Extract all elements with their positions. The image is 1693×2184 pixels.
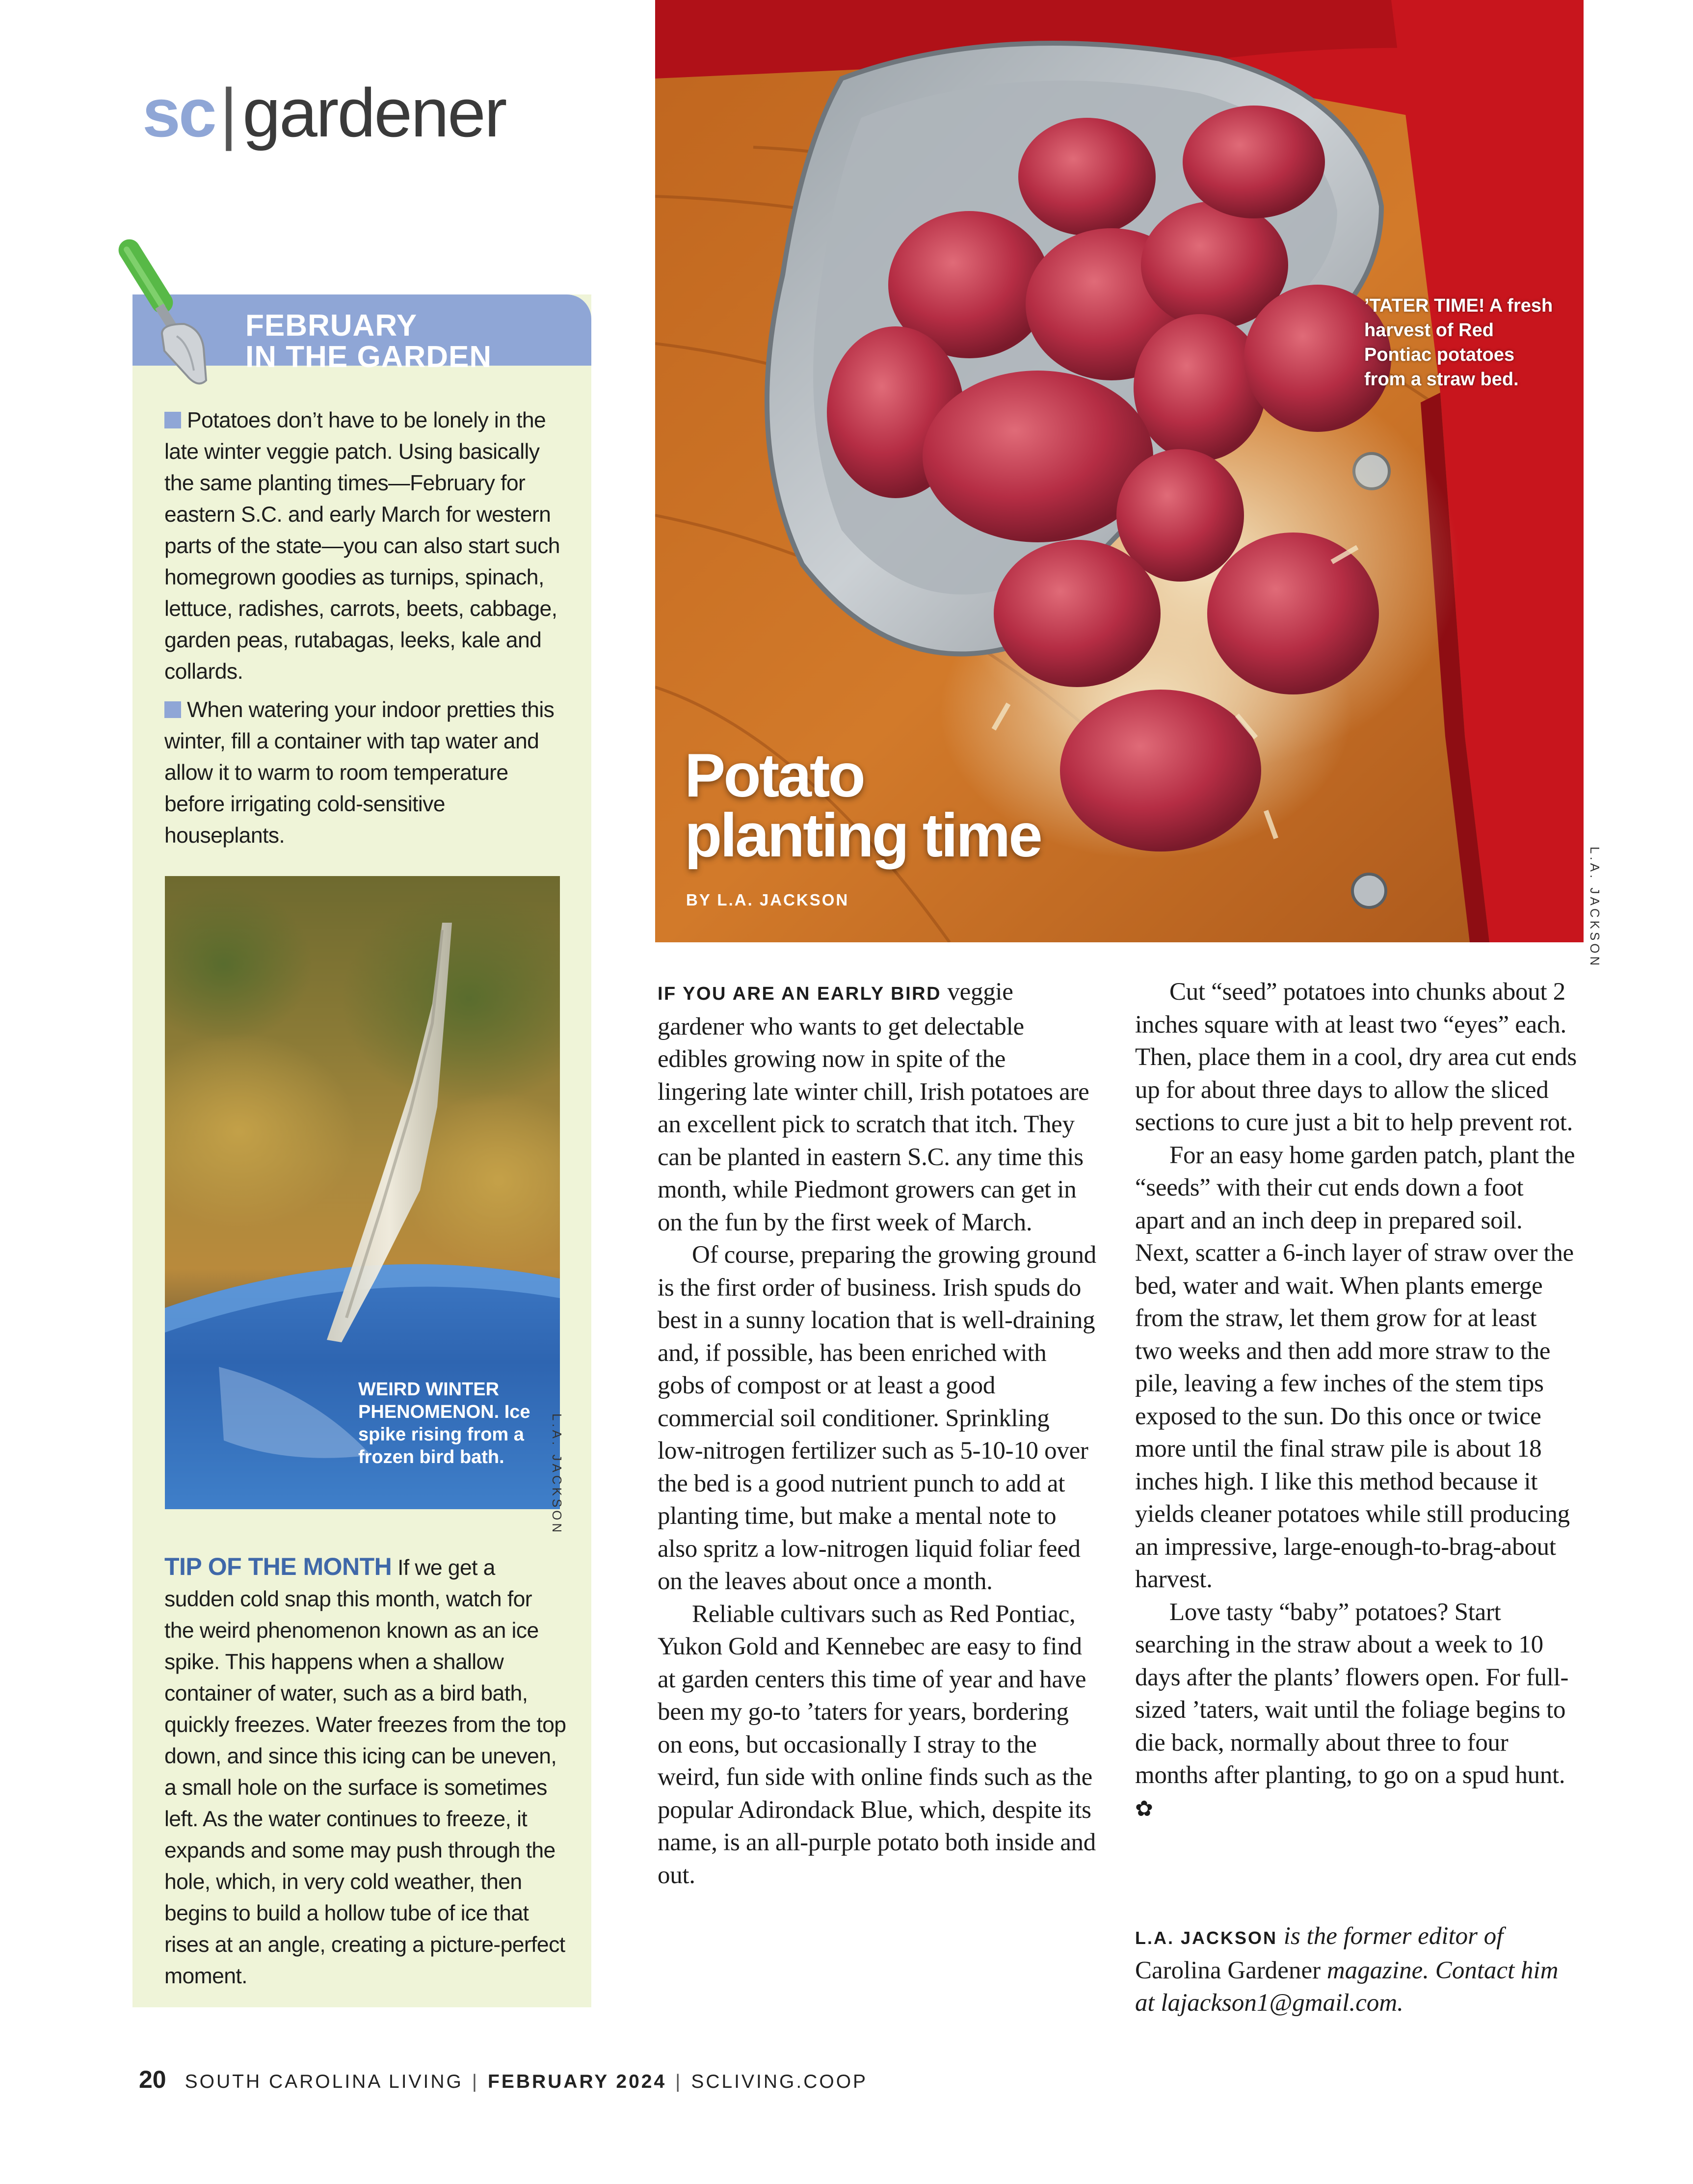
square-bullet-icon [164,412,181,428]
section-logo [142,74,506,151]
article-paragraph [1135,1596,1577,1826]
article-paragraph: Reliable cultivars such as Red Pontiac, Yukon Gold and Kennebec are easy to find at garden centers this time of year and have been my go-to ’taters for years, bordering on eons, but occasionally I stray to the weird, fun side with online finds such as the popular Adirondack Blue, which, despite its name, is an all-purple potato both inside and out. [658,1600,1096,1889]
article-title [685,742,1126,870]
trowel-icon [115,231,243,407]
hero-photo-credit: L.A. JACKSON [1587,847,1602,969]
square-bullet-icon [164,701,181,718]
bio-text: is the former editor of [1277,1922,1504,1950]
footer-separator: | [472,2071,479,2092]
article-text: Love tasty “baby” potatoes? Start searching in the straw about a week to 10 days after the plants’ flowers open. For full-sized ’taters, wait until the foliage begins to die back, normally about three to four months after planting, to go on a spud hunt. [1135,1598,1569,1789]
article-paragraph: For an easy home garden patch, plant the “seeds” with their cut ends down a foot apart and an inch deep in prepared soil. Next, scatter a 6-inch layer of straw over the bed, water and wait. When plants emerge from the straw, let them grow for at least two weeks and then add more straw to the pile, leaving a few inches of the stem tips exposed to the sun. Do this once or twice more until the final straw pile is about 18 inches high. I like this method because it yields cleaner potatoes while still producing an impressive, large-enough-to-brag-about harvest. [1135,1141,1575,1593]
tip-text: When watering your indoor pretties this winter, fill a container with tap water and allow it to warm to room temperature before irrigating cold-sensitive houseplants. [164,698,555,848]
issue-date: FEBRUARY 2024 [488,2071,667,2092]
website-link[interactable]: SCLIVING.COOP [691,2071,868,2092]
tip-of-month-text: If we get a sudden cold snap this month, watch for the weird phenomenon known as an ice spike. This happens when a shallow container of water, such as a bird bath, quickly freezes. Water freezes from the top down, and since this icing can be uneven, a small hole on the surface is sometimes left. As the water continues to freeze, it expands and some may push through the hole, which, in very cold weather, then begins to build a hollow tube of ice that rises at an angle, creating a picture-perfect moment. [164,1556,566,1988]
tip-of-month-label: TIP OF THE MONTH [164,1553,392,1580]
bio-magazine: Carolina Gardener [1135,1957,1321,1984]
photo-credit: L.A. JACKSON [550,1413,564,1536]
footer-separator: | [675,2071,683,2092]
byline: BY L.A. JACKSON [686,891,849,909]
sidebar-title [245,310,579,373]
article-text: veggie gardener who wants to get delectable edibles growing now in spite of the lingering late winter chill, Irish potatoes are an excellent pick to scratch that itch. They can be planted in eastern S.C. any time this month, while Piedmont growers can get in on the fun by the first week of March. [658,978,1089,1236]
photo-caption: WEIRD WINTER PHENOMENON. Ice spike rising from a frozen bird bath. [358,1379,530,1467]
article-lead-in: IF YOU ARE AN EARLY BIRD [658,984,942,1004]
tip-of-the-month [164,1551,567,1992]
article-column-left [658,976,1099,1891]
author-bio [1135,1920,1577,2019]
article-title-line1: Potato [685,742,864,810]
sidebar-title-line1: FEBRUARY [245,309,418,343]
section-prefix: sc [142,74,215,151]
article-title-line2: planting time [685,801,1041,870]
bio-name: L.A. JACKSON [1135,1928,1278,1948]
publication-name: SOUTH CAROLINA LIVING [185,2071,463,2092]
bio-text: magazine. Contact him at lajackson1@gmail.com. [1135,1957,1559,2017]
section-name: gardener [242,74,506,151]
article-column-right [1135,976,1577,1825]
sidebar-title-line2: IN THE GARDEN [245,340,492,374]
hero-photo-caption: ’TATER TIME! A fresh harvest of Red Pontiac potatoes from a straw bed. [1364,295,1553,390]
page-footer [139,2065,868,2094]
logo-divider: | [219,74,238,151]
tip-item [164,405,567,688]
article-paragraph: Of course, preparing the growing ground is the first order of business. Irish spuds do best in a sunny location that is well-draining and, if possible, has been enriched with gobs of compost or at least a good commercial soil conditioner. Sprinkling low-nitrogen fertilizer such as 5-10-10 over the bed is a good nutrient punch to add at planting time, but make a mental note to also spritz a low-nitrogen liquid foliar feed on the leaves about once a month. [658,1241,1096,1595]
tip-text: Potatoes don’t have to be lonely in the late winter veggie patch. Using basically the same planting times—February for eastern S.C. and early March for western parts of the state—you can also start such homegrown goodies as turnips, spinach, lettuce, radishes, carrots, beets, cabbage, garden peas, rutabagas, leeks, kale and collards. [164,408,560,684]
tip-item [164,694,567,852]
article-paragraph: Cut “seed” potatoes into chunks about 2 inches square with at least two “eyes” each. Then, place them in a cool, dry area cut ends up for about three days to allow the sliced sections to cure just a bit to help prevent rot. [1135,978,1577,1136]
end-mark-icon: ✿ [1135,1796,1153,1821]
page-number: 20 [139,2066,166,2093]
article-paragraph [658,976,1099,1239]
